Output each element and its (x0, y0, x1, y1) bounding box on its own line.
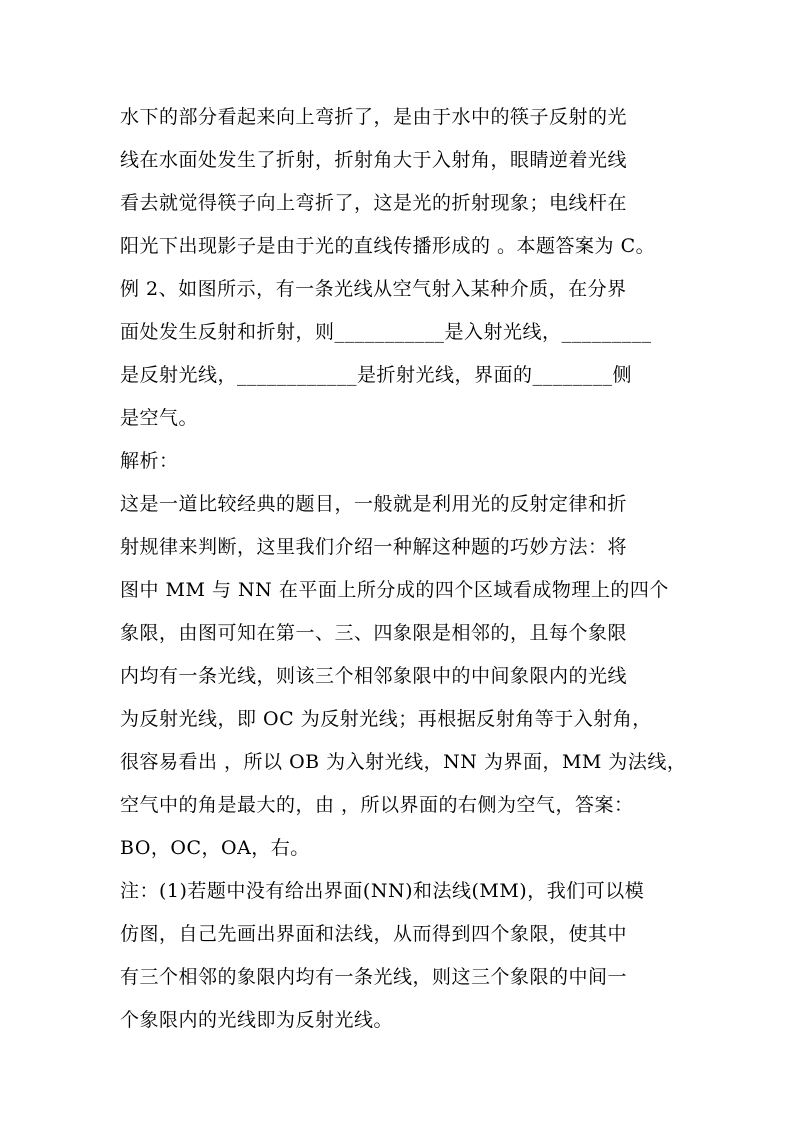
example-heading-line: 例 2、如图所示，有一条光线从空气射入某种介质，在分界 (120, 278, 627, 300)
text-line: 看去就觉得筷子向上弯折了，这是光的折射现象；电线杆在 (120, 192, 628, 214)
note-line: 注：(1)若题中没有给出界面(NN)和法线(MM)，我们可以模 (120, 880, 645, 902)
answer-line: BO，OC，OA，右。 (120, 837, 310, 859)
text-line: 这是一道比较经典的题目，一般就是利用光的反射定律和折 (120, 493, 628, 515)
document-body (120, 96, 687, 1042)
text-line: 仿图，自己先画出界面和法线，从而得到四个象限，使其中 (120, 923, 628, 945)
text-line: 是空气。 (120, 407, 199, 429)
question-blank-line: 是反射光线，____________是折射光线，界面的________侧 (120, 364, 633, 386)
analysis-heading: 解析： (120, 450, 179, 472)
question-blank-line: 面处发生反射和折射，则___________是入射光线，_________ (120, 321, 652, 343)
text-line: 很容易看出 ，所以 OB 为入射光线，NN 为界面，MM 为法线， (120, 751, 687, 773)
text-line: 水下的部分看起来向上弯折了，是由于水中的筷子反射的光 (120, 106, 628, 128)
text-line: 象限，由图可知在第一、三、四象限是相邻的，且每个象限 (120, 622, 628, 644)
text-line: 为反射光线，即 OC 为反射光线；再根据反射角等于入射角， (120, 708, 652, 730)
text-line: 射规律来判断，这里我们介绍一种解这种题的巧妙方法：将 (120, 536, 628, 558)
text-line: 有三个相邻的象限内均有一条光线，则这三个象限的中间一 (120, 966, 628, 988)
text-line: 内均有一条光线，则该三个相邻象限中的中间象限内的光线 (120, 665, 628, 687)
text-line: 个象限内的光线即为反射光线。 (120, 1009, 394, 1031)
text-line: 线在水面处发生了折射，折射角大于入射角，眼睛逆着光线 (120, 149, 628, 171)
text-line: 图中 MM 与 NN 在平面上所分成的四个区域看成物理上的四个 (120, 579, 669, 601)
text-line: 阳光下出现影子是由于光的直线传播形成的 。本题答案为 C。 (120, 235, 656, 257)
text-line: 空气中的角是最大的，由 ，所以界面的右侧为空气，答案： (120, 794, 634, 816)
